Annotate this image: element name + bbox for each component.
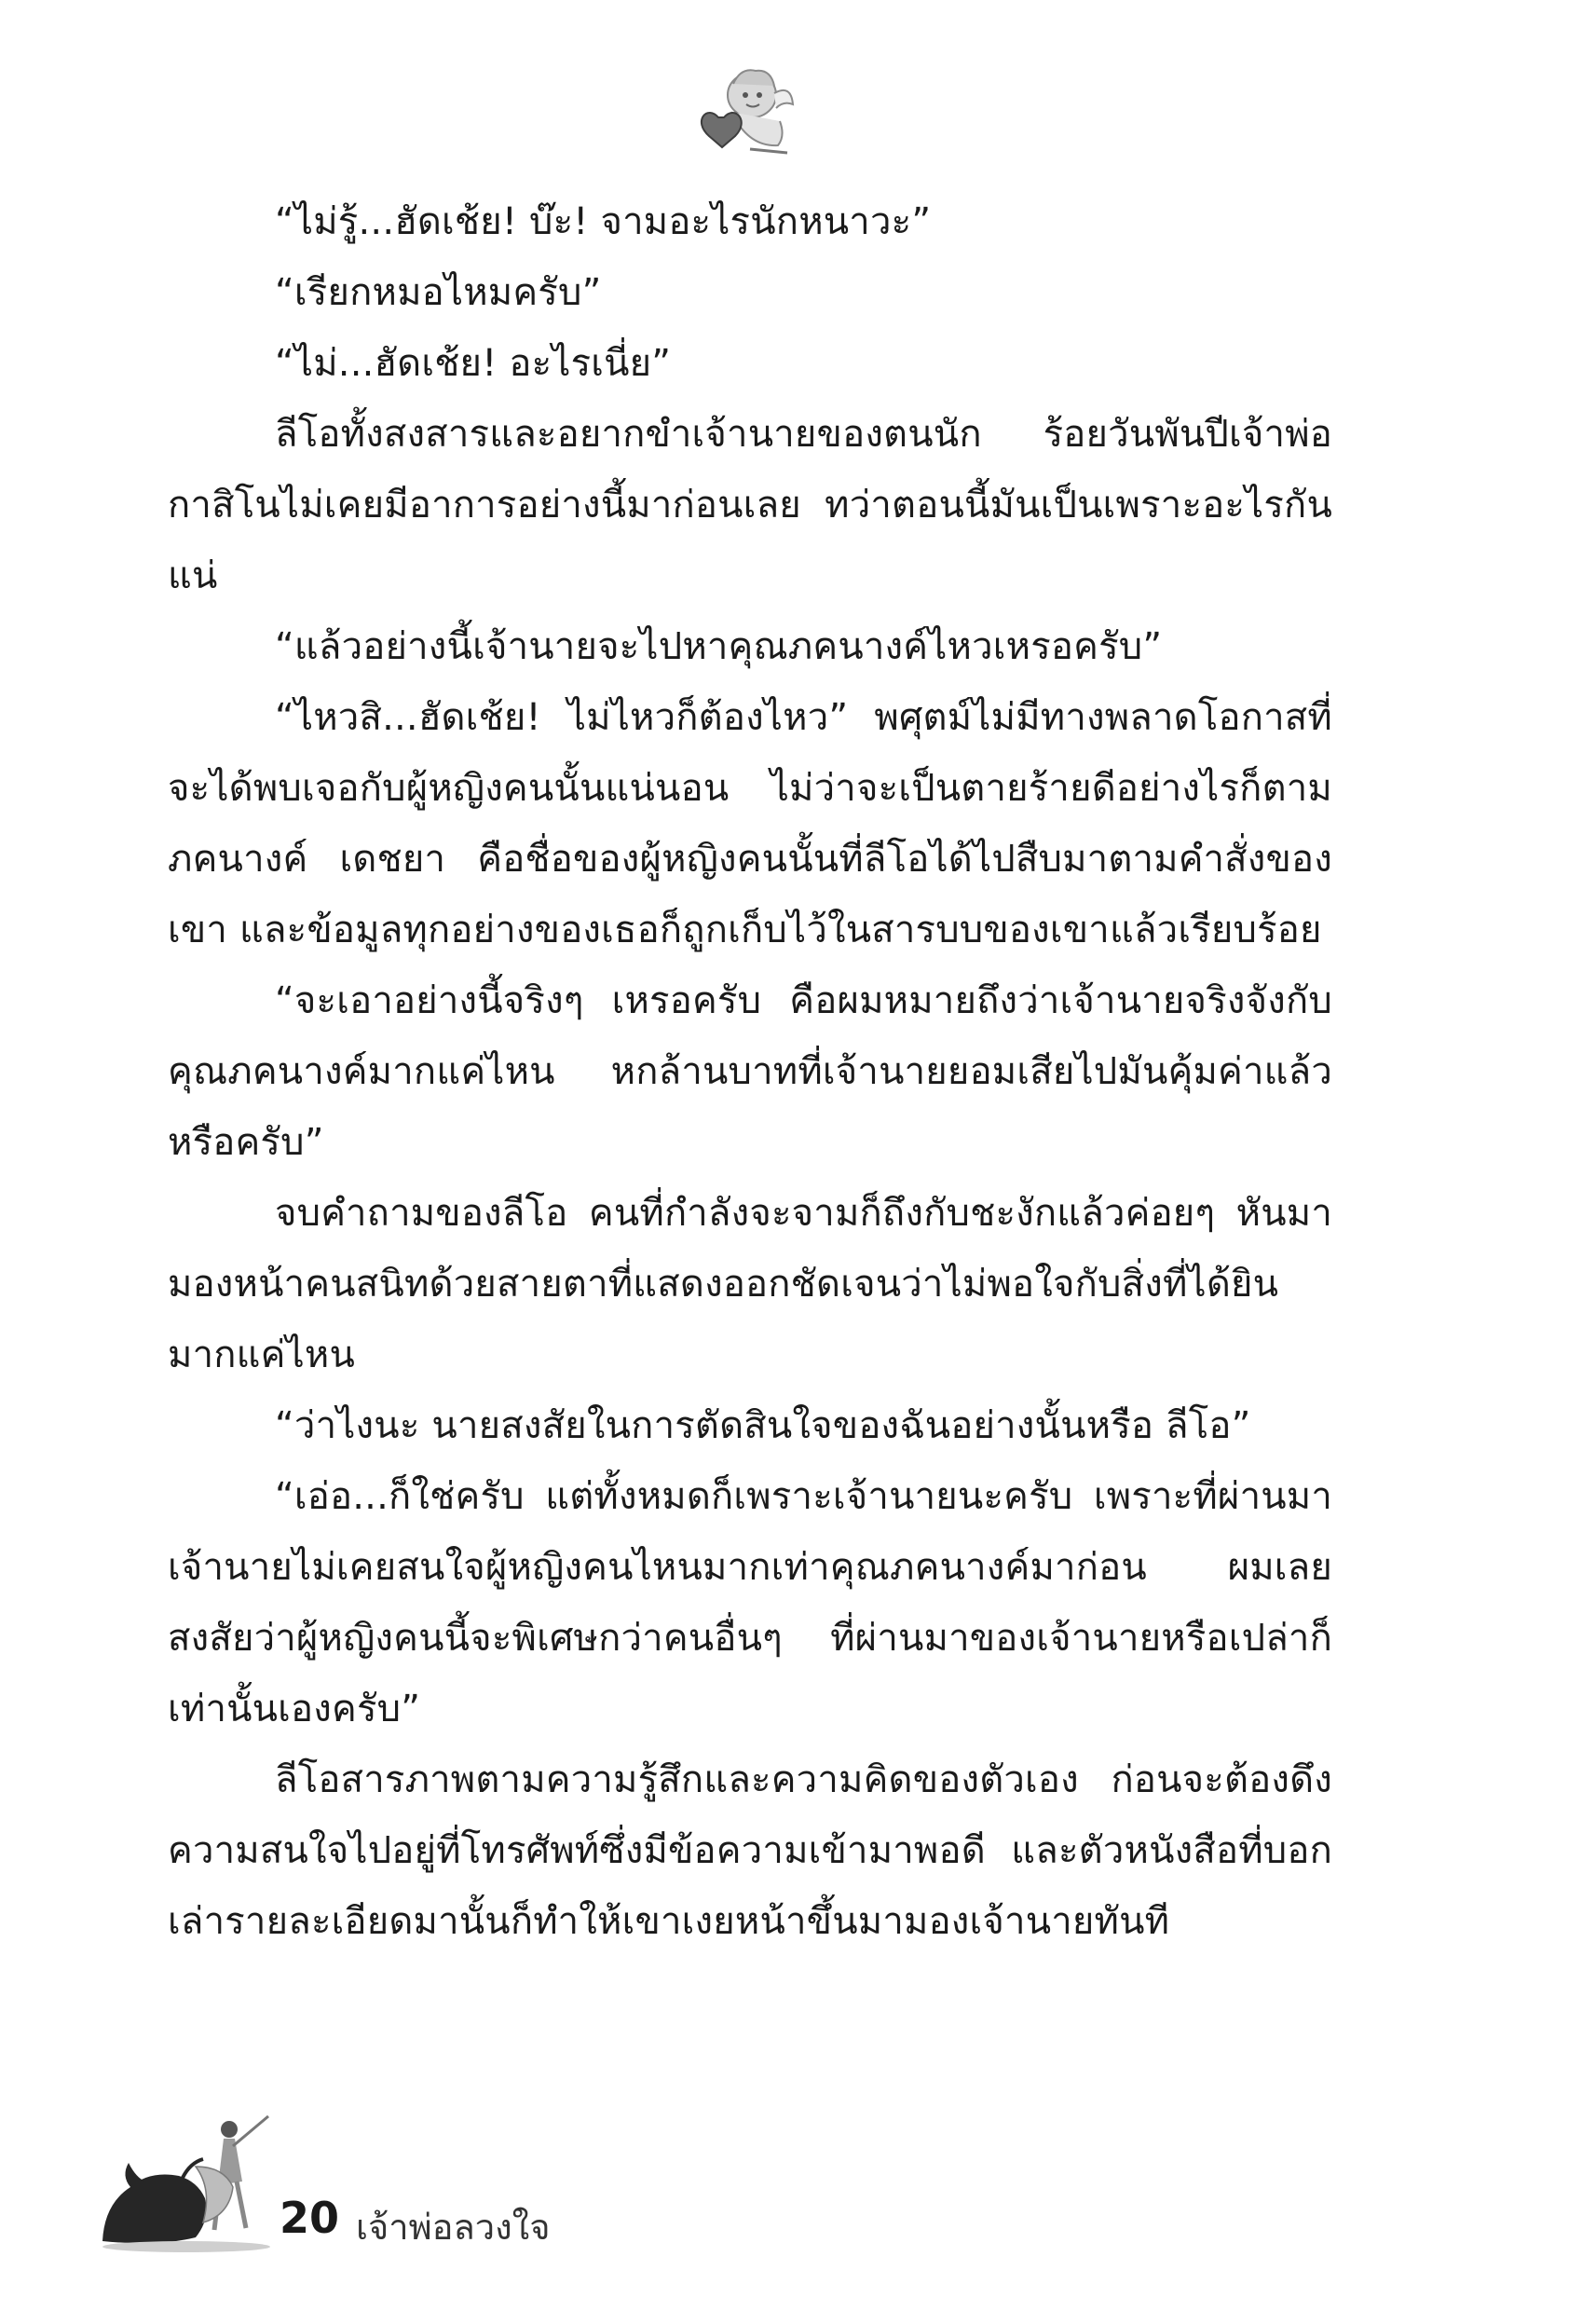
page-number: 20	[280, 2193, 340, 2243]
paragraph: “ไม่รู้...ฮัดเช้ย! บ๊ะ! จามอะไรนักหนาวะ”	[275, 200, 932, 243]
page-footer	[93, 2101, 745, 2260]
text-body	[168, 186, 1332, 1957]
paragraph: “ไหวสิ...ฮัดเช้ย! ไม่ไหวก็ต้องไหว” พศุตม์ไม่มีทางพลาดโอกาสที่จะได้พบเจอกับผู้หญิงคนนั้นแน่นอน ไม่ว่าจะเป็นตายร้ายดีอย่างไรก็ตาม ภคนางค์ เดชยา คือชื่อของผู้หญิงคนนั้นที่ลีโอได้ไปสืบมาตามคำสั่งของเขา และข้อมูลทุกอย่างของเธอก็ถูกเก็บไว้ในสารบบของเขาแล้วเรียบร้อย	[168, 696, 1332, 951]
bullfighter-icon	[93, 2101, 280, 2255]
paragraph: “ว่าไงนะ นายสงสัยในการตัดสินใจของฉันอย่างนั้นหรือ ลีโอ”	[275, 1404, 1251, 1447]
book-title: เจ้าพ่อลวงใจ	[356, 2207, 551, 2248]
paragraph: “เรียกหมอไหมครับ”	[275, 271, 602, 314]
paragraph: จบคำถามของลีโอ คนที่กำลังจะจามก็ถึงกับชะงักแล้วค่อยๆ หันมามองหน้าคนสนิทด้วยสายตาที่แสดงออกชัดเจนว่าไม่พอใจกับสิ่งที่ได้ยินมากแค่ไหน	[168, 1192, 1332, 1376]
paragraph: “จะเอาอย่างนี้จริงๆ เหรอครับ คือผมหมายถึงว่าเจ้านายจริงจังกับคุณภคนางค์มากแค่ไหน หกล้านบาทที่เจ้านายยอมเสียไปมันคุ้มค่าแล้วหรือครับ”	[168, 979, 1332, 1164]
paragraph: ลีโอทั้งสงสารและอยากขำเจ้านายของตนนัก ร้อยวันพันปีเจ้าพ่อกาสิโนไม่เคยมีอาการอย่างนี้มาก่อนเลย ทว่าตอนนี้มันเป็นเพราะอะไรกันแน่	[168, 413, 1332, 597]
cupid-heart-icon	[694, 56, 797, 163]
paragraph: ลีโอสารภาพตามความรู้สึกและความคิดของตัวเอง ก่อนจะต้องดึงความสนใจไปอยู่ที่โทรศัพท์ซึ่งมีข้อความเข้ามาพอดี และตัวหนังสือที่บอกเล่ารายละเอียดมานั้นก็ทำให้เขาเงยหน้าขึ้นมามองเจ้านายทันที	[168, 1758, 1332, 1943]
paragraph: “เอ่อ...ก็ใช่ครับ แต่ทั้งหมดก็เพราะเจ้านายนะครับ เพราะที่ผ่านมาเจ้านายไม่เคยสนใจผู้หญิงคนไหนมากเท่าคุณภคนางค์มาก่อน ผมเลยสงสัยว่าผู้หญิงคนนี้จะพิเศษกว่าคนอื่นๆ ที่ผ่านมาของเจ้านายหรือเปล่าก็เท่านั้นเองครับ”	[168, 1475, 1332, 1730]
paragraph: “ไม่...ฮัดเช้ย! อะไรเนี่ย”	[275, 342, 672, 385]
paragraph: “แล้วอย่างนี้เจ้านายจะไปหาคุณภคนางค์ไหวเหรอครับ”	[275, 625, 1163, 668]
